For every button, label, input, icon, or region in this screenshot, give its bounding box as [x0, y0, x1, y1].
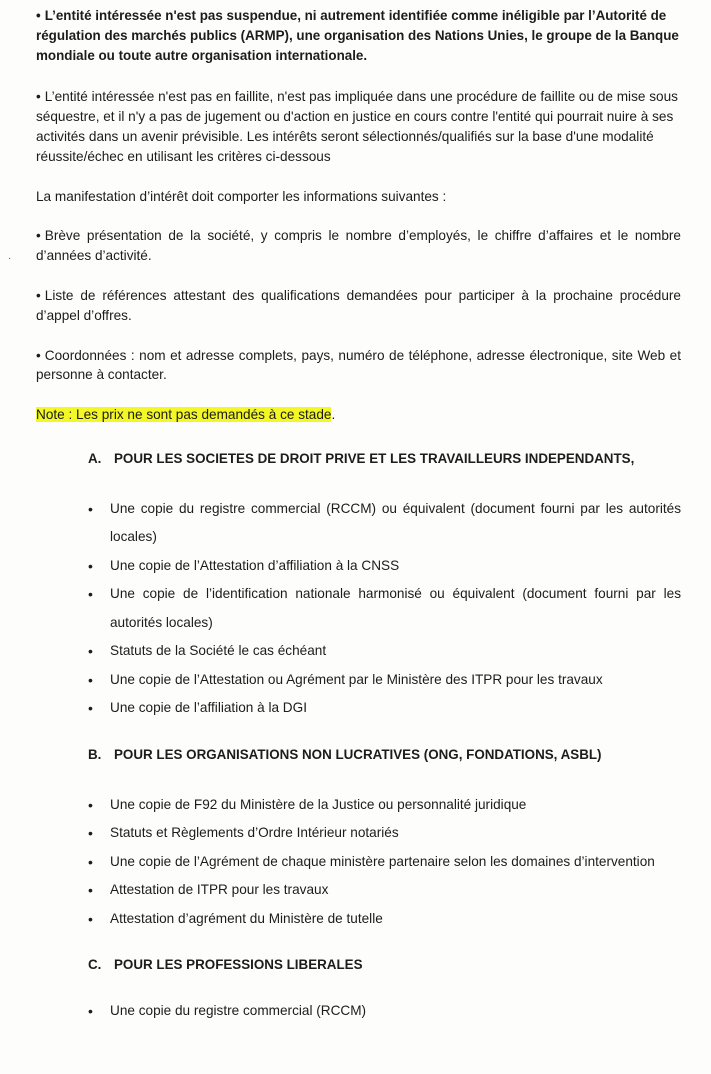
note-highlight: Note : Les prix ne sont pas demandés à ce stade [36, 407, 332, 423]
list-item: • Une copie de l’Attestation ou Agrément par le Ministère des ITPR pour les travaux [88, 666, 681, 695]
list-item: • Une copie de l’Agrément de chaque ministère partenaire selon les domaines d’intervention [88, 848, 681, 877]
list-item: • Une copie du registre commercial (RCCM) ou équivalent (document fourni par les autorités locales) [88, 495, 681, 552]
list-item: • Une copie de F92 du Ministère de la Justice ou personnalité juridique [88, 791, 681, 820]
eligibility-text-1: L’entité intéressée n'est pas suspendue, ni autrement identifiée comme inéligible par l’Autorité de régulation des marchés publics (ARMP), une organisation des Nations Unies, le groupe de la Banque mondiale ou toute autre organisation internationale. [36, 8, 679, 63]
info-text-3: Coordonnées : nom et adresse complets, pays, numéro de téléphone, adresse électronique, site Web et personne à contacter. [36, 347, 681, 383]
eligibility-text-2: L’entité intéressée n'est pas en faillite, n'est pas impliquée dans une procédure de faillite ou de mise sous séquestre, et il n'y a pas de jugement ou d'action en justice en cours contre l'entité qui pourrait nuire à ses activités dans un avenir prévisible. Les intérêts seront sélectionnés/qualifiés sur la base d'une modalité réussite/échec en utilisant les critères ci-dessous [36, 89, 678, 164]
info-text-2: Liste de références attestant des qualifications demandées pour participer à la prochaine procédure d’appel d’offres. [36, 287, 681, 323]
bullet-glyph: • [36, 89, 41, 105]
bullet-glyph: • [36, 287, 41, 303]
section-a-title [36, 449, 681, 469]
list-item: • Statuts et Règlements d’Ordre Intérieur notariés [88, 819, 681, 848]
list-item: • Attestation d’agrément du Ministère de tutelle [88, 905, 681, 934]
section-c-list [36, 997, 681, 1026]
section-a-list [36, 495, 681, 723]
info-bullet-2 [36, 286, 681, 326]
list-item: • Une copie de l’Attestation d’affiliation à la CNSS [88, 552, 681, 581]
list-item: • Statuts de la Société le cas échéant [88, 637, 681, 666]
bullet-glyph: • [36, 8, 41, 23]
section-b-letter: B. [88, 746, 102, 762]
section-c-letter: C. [88, 957, 102, 973]
list-item: • Une copie de l’identification nationale harmonisé ou équivalent (document fourni par les autorités locales) [88, 580, 681, 637]
info-bullet-1 [36, 226, 681, 266]
bullet-glyph: • [36, 347, 41, 363]
eligibility-bullet-2 [36, 87, 681, 166]
eligibility-bullet-1 [36, 6, 681, 65]
section-b-list [36, 791, 681, 934]
section-a-title-text: POUR LES SOCIETES DE DROIT PRIVE ET LES TRAVAILLEURS INDEPENDANTS, [114, 450, 635, 466]
section-a-letter: A. [88, 450, 102, 466]
section-b-title [36, 745, 681, 765]
stray-mark: · [8, 253, 12, 264]
bullet-glyph: • [36, 228, 41, 244]
section-b-title-text: POUR LES ORGANISATIONS NON LUCRATIVES (ONG, FONDATIONS, ASBL) [114, 746, 602, 762]
note-period: . [331, 407, 336, 423]
list-item: • Une copie de l’affiliation à la DGI [88, 694, 681, 723]
list-item: • Attestation de ITPR pour les travaux [88, 876, 681, 905]
section-c-title-text: POUR LES PROFESSIONS LIBERALES [114, 957, 363, 973]
section-c-title [36, 955, 681, 975]
manifestation-heading: La manifestation d’intérêt doit comporter les informations suivantes : [36, 188, 447, 204]
list-item: • Une copie du registre commercial (RCCM) [88, 997, 681, 1026]
info-bullet-3 [36, 346, 681, 386]
info-text-1: Brève présentation de la société, y compris le nombre d’employés, le chiffre d’affaires et le nombre d’années d’activité. [36, 228, 681, 264]
note-line [36, 405, 681, 425]
